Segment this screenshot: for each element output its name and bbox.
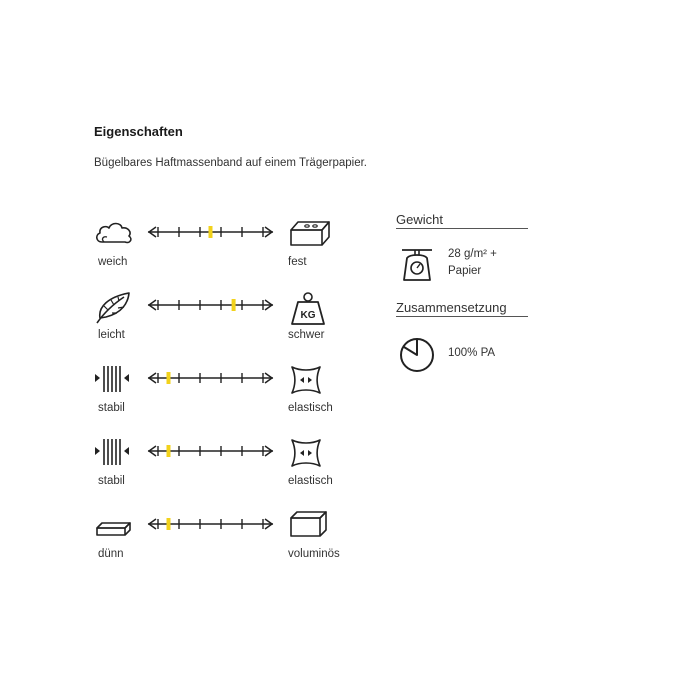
scale-right-label: fest	[288, 256, 307, 268]
feather-icon	[94, 291, 134, 325]
thick-box-icon	[288, 510, 332, 540]
scale-right-label: schwer	[288, 329, 325, 341]
scale-left-label: weich	[98, 256, 128, 268]
scale-left-label: stabil	[98, 402, 125, 414]
scale-track	[138, 516, 283, 532]
cloud-icon	[94, 218, 134, 248]
property-row-weight	[0, 291, 360, 351]
thin-box-icon	[94, 510, 134, 540]
scale-icon	[398, 244, 436, 282]
scale-left-label: dünn	[98, 548, 124, 560]
weight-heading: Gewicht	[396, 212, 528, 229]
weight-value	[448, 246, 497, 280]
scale-marker	[232, 299, 236, 311]
scale-track	[138, 370, 283, 386]
weight-value-line2: Papier	[448, 265, 482, 277]
stretch-icon	[288, 364, 328, 396]
kg-weight-icon	[288, 291, 332, 327]
stretch-icon	[288, 437, 328, 469]
property-row-elasticity	[0, 364, 360, 424]
scale-marker	[209, 226, 213, 238]
scale-marker	[167, 372, 171, 384]
scale-track	[138, 297, 283, 313]
composition-heading: Zusammensetzung	[396, 300, 528, 317]
section-description: Bügelbares Haftmassenband auf einem Trägerpapier.	[94, 157, 367, 169]
compressed-lines-icon	[94, 437, 134, 469]
scale-marker	[167, 518, 171, 530]
weight-value-line1: 28 g/m² +	[448, 248, 497, 260]
property-row-elasticity-2	[0, 437, 360, 497]
property-row-hardness	[0, 218, 360, 278]
compressed-lines-icon	[94, 364, 134, 396]
scale-track	[138, 443, 283, 459]
property-row-volume	[0, 510, 360, 570]
scale-marker	[167, 445, 171, 457]
section-title: Eigenschaften	[94, 124, 183, 139]
brick-icon	[288, 218, 332, 250]
pie-chart-icon	[398, 336, 436, 374]
composition-value: 100% PA	[448, 347, 496, 359]
scale-right-label: elastisch	[288, 475, 333, 487]
scale-left-label: stabil	[98, 475, 125, 487]
scale-right-label: elastisch	[288, 402, 333, 414]
svg-text:KG: KG	[300, 310, 316, 321]
scale-track	[138, 224, 283, 240]
scale-right-label: voluminös	[288, 548, 340, 560]
scale-left-label: leicht	[98, 329, 125, 341]
